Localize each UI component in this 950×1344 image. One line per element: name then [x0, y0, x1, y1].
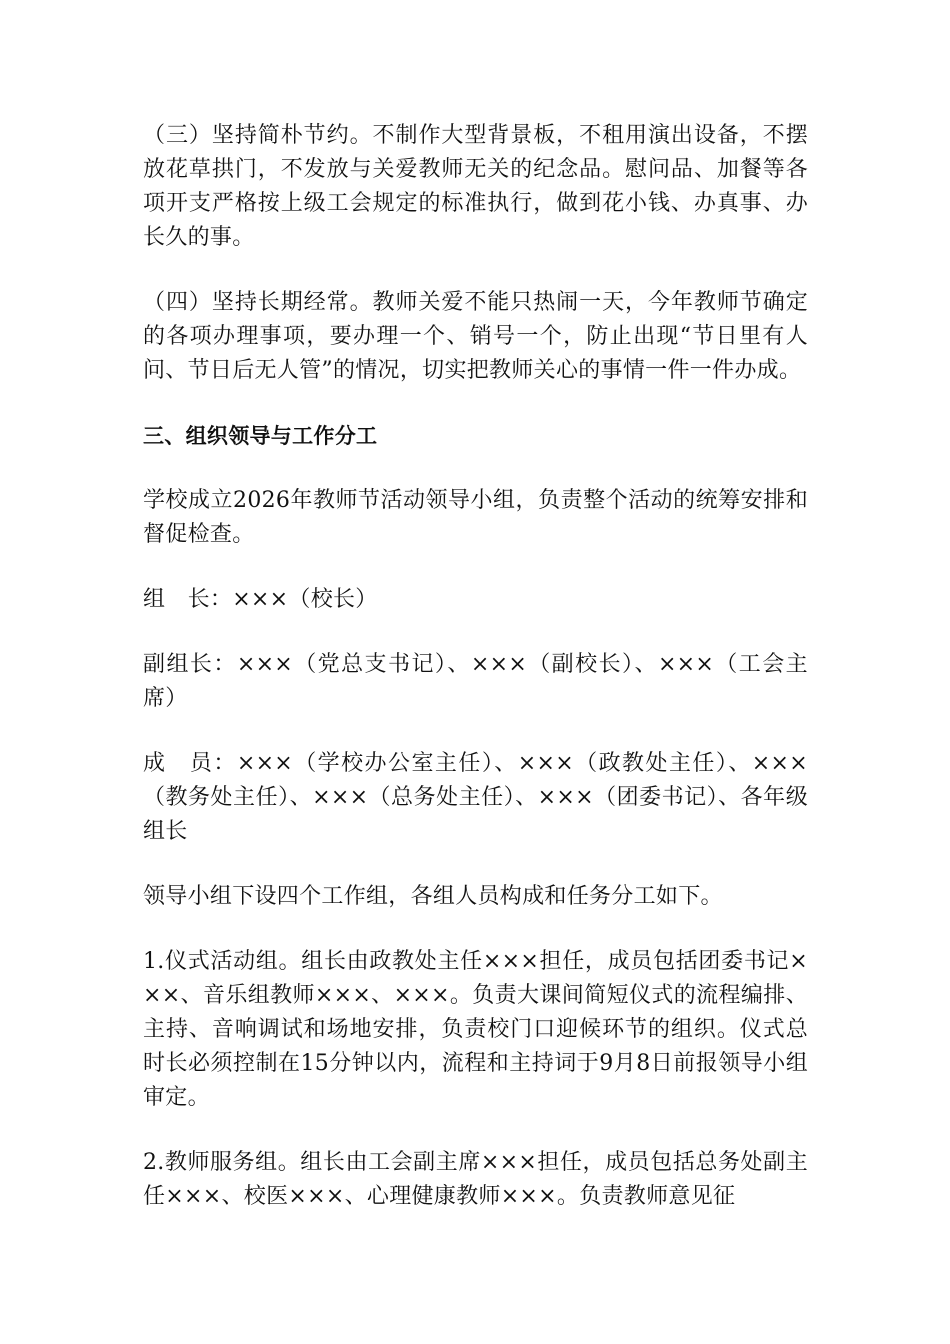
paragraph-leading-group: 学校成立2026年教师节活动领导小组，负责整个活动的统筹安排和督促检查。: [143, 488, 808, 547]
document-body: [143, 119, 808, 1245]
paragraph-work-groups-intro: 领导小组下设四个工作组，各组人员构成和任务分工如下。: [143, 884, 723, 909]
paragraph-principle-4: （四）坚持长期经常。教师关爱不能只热闹一天，今年教师节确定的各项办理事项，要办理一个、销号一个，防止出现“节日里有人问、节日后无人管”的情况，切实把教师关心的事情一件一件办成。: [143, 290, 808, 383]
section-heading-organization: 三、组织领导与工作分工: [143, 424, 378, 448]
paragraph-ceremony-group: 1.仪式活动组。组长由政教处主任×××担任，成员包括团委书记×××、音乐组教师×××、×××。负责大课间简短仪式的流程编排、主持、音响调试和场地安排，负责校门口迎候环节的组织。仪式总时长必须控制在15分钟以内，流程和主持词于9月8日前报领导小组审定。: [143, 949, 808, 1110]
paragraph-teacher-service-group: 2.教师服务组。组长由工会副主席×××担任，成员包括总务处副主任×××、校医×××、心理健康教师×××。负责教师意见征: [143, 1150, 808, 1209]
paragraph-members: 成 员：×××（学校办公室主任）、×××（政教处主任）、×××（教务处主任）、×××（总务处主任）、×××（团委书记）、各年级组长: [143, 751, 808, 844]
paragraph-principle-3: （三）坚持简朴节约。不制作大型背景板，不租用演出设备，不摆放花草拱门，不发放与关爱教师无关的纪念品。慰问品、加餐等各项开支严格按上级工会规定的标准执行，做到花小钱、办真事、办长久的事。: [143, 123, 808, 250]
paragraph-group-leader: 组 长：×××（校长）: [143, 587, 378, 612]
paragraph-deputy-leaders: 副组长：×××（党总支书记）、×××（副校长）、×××（工会主席）: [143, 652, 808, 711]
